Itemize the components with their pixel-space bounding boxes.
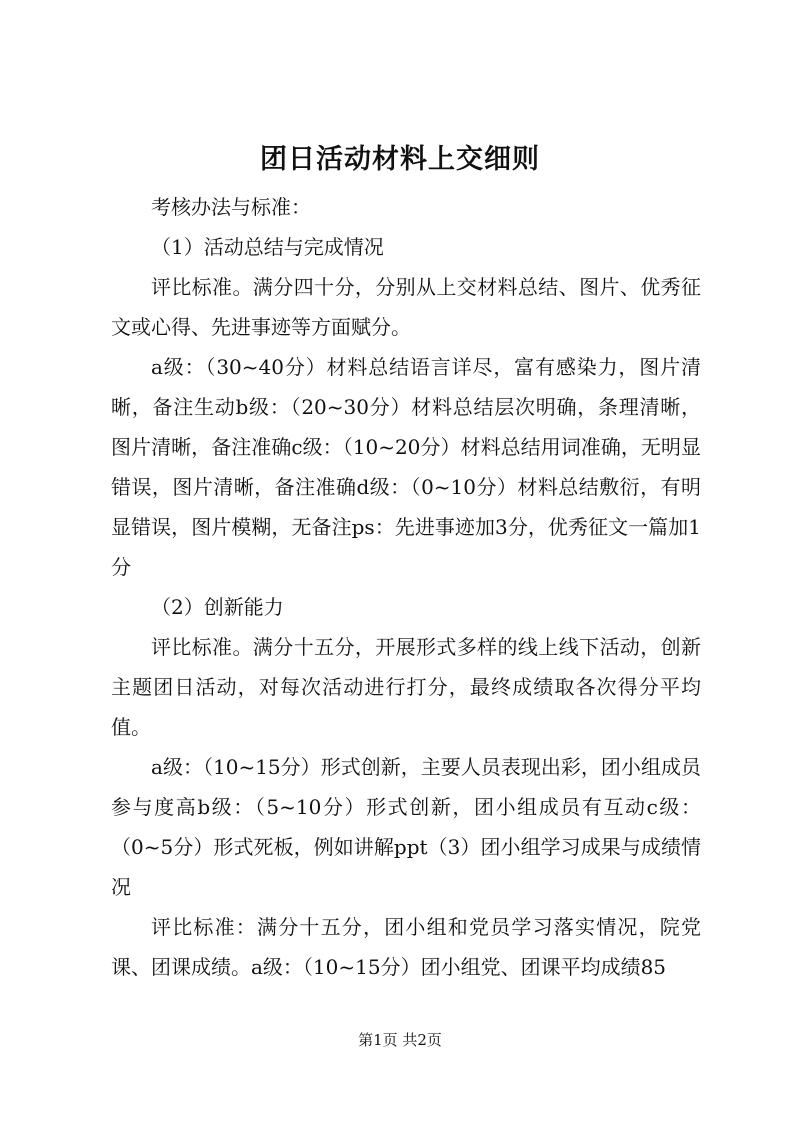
paragraph-assessment-heading: 考核办法与标准： [151, 195, 311, 219]
paragraph-section-2-criteria: 评比标准。满分十五分，开展形式多样的线上线下活动，创新主题团日活动，对每次活动进行打分，最终成绩取各次得分平均值。 [111, 635, 701, 739]
paragraph-section-1-criteria: 评比标准。满分四十分，分别从上交材料总结、图片、优秀征文或心得、先进事迹等方面赋分。 [111, 275, 701, 339]
paragraph-section-1-grades: a级：（30~40分）材料总结语言详尽，富有感染力，图片清晰，备注生动b级：（20~30分）材料总结层次明确，条理清晰，图片清晰，备注准确c级：（10~20分）材料总结用词准确，无明显错误，图片清晰，备注准确d级：（0~10分）材料总结敷衍，有明显错误，图片模糊，无备注ps：先进事迹加3分，优秀征文一篇加1分 [111, 355, 701, 579]
document-title: 团日活动材料上交细则 [260, 144, 540, 175]
paragraph-section-2-grades: a级：（10~15分）形式创新，主要人员表现出彩，团小组成员参与度高b级：（5~10分）形式创新，团小组成员有互动c级：（0~5分）形式死板，例如讲解ppt（3）团小组学习成果与成绩情况 [111, 755, 701, 899]
document-body [111, 187, 701, 987]
paragraph-section-1-heading: （1）活动总结与完成情况 [151, 235, 384, 259]
paragraph-section-3-criteria: 评比标准：满分十五分，团小组和党员学习落实情况，院党课、团课成绩。a级：（10~15分）团小组党、团课平均成绩85 [111, 915, 701, 979]
paragraph-section-2-heading: （2）创新能力 [151, 595, 284, 619]
page-footer: 第1页 共2页 [358, 1031, 442, 1049]
